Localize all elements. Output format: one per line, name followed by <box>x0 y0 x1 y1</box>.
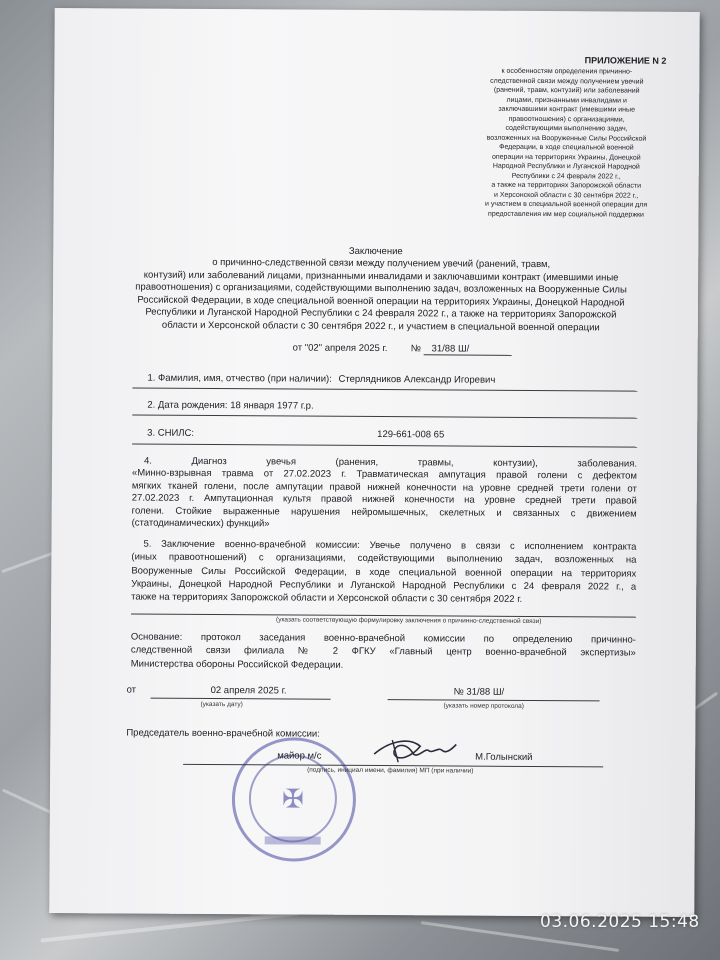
birth-field <box>147 400 313 412</box>
conclusion-title: Заключение <box>348 245 403 258</box>
name-underline <box>132 388 637 392</box>
appendix-line: к особенностям определения причинно- <box>501 67 633 76</box>
commission-line: (иных правоотношений) с организациями, содействующими выполнению задач, возложенных на <box>131 551 637 566</box>
conclusion-number: 31/88 Ш/ <box>424 343 512 356</box>
chairman-label: Председатель военно-врачебной комиссии: <box>126 727 320 740</box>
name-value: Стерлядников Александр Игоревич <box>338 373 496 386</box>
commission-caption: (указать соответствующую формулировку заключения о причинно-следственной связи) <box>276 616 542 626</box>
protocol-number-underline <box>388 699 600 701</box>
appendix-line: правоотношения) с организациями, <box>508 115 625 124</box>
basis-section <box>131 631 636 674</box>
appendix-line: Федерации, в ходе специальной военной <box>499 143 634 152</box>
signature-caption: (подпись, инициал имени, фамилия) МП (при наличии) <box>307 766 474 775</box>
conclusion-date: от "02" апреля 2025 г. <box>292 342 388 355</box>
diagnosis-line: мягких тканей голени, после ампутации правой нижней конечности на уровне средней трети голени от <box>131 480 637 495</box>
document-page <box>49 8 700 917</box>
appendix-line: возложенных на Вооруженные Силы Российской <box>486 134 647 143</box>
appendix-line: а также на территориях Запорожской области <box>491 181 642 190</box>
appendix-description <box>458 67 674 220</box>
seal-text-bar <box>265 836 321 844</box>
appendix-line: операции на территориях Украины, Донецкой <box>491 153 641 162</box>
conclusion-date-line <box>293 342 512 355</box>
snils-underline <box>132 444 637 448</box>
protocol-number: № 31/88 Ш/ <box>453 686 505 698</box>
name-label: 1. Фамилия, имя, отчество (при наличии): <box>147 372 332 385</box>
appendix-line: следственной связи между получением увечий <box>490 77 644 86</box>
commission-line: Украины, Донецкой Народной Республики и Луганской Народной Республики с 24 февраля 2022 г., а <box>131 578 637 593</box>
diagnosis-lead: 4. Диагноз увечья (ранения, травмы, контузии), заболевания. <box>143 455 638 470</box>
basis-line: следственной связи филиала № 2 ФГКУ «Главный центр военно-врачебной экспертизы» <box>130 644 636 659</box>
birth-label: 2. Дата рождения: <box>147 399 228 412</box>
commission-line: также на территориях Запорожской области и Херсонской области с 30 сентября 2022 г. <box>131 591 523 606</box>
protocol-date-caption: (указать дату) <box>200 700 243 709</box>
subtitle-line: контузий) или заболеваний лицами, признанными инвалидами и заключавшими контракт (имевшими иные <box>143 269 619 283</box>
subtitle-line: о причинно-следственной связи между получением увечий (ранений, травм, <box>212 257 551 271</box>
commission-line: 5. Заключение военно-врачебной комиссии: Увечье получено в связи с исполнением контракта <box>143 538 637 553</box>
snils-field <box>147 428 627 442</box>
appendix-line: и участием в специальной военной операции для <box>484 200 648 209</box>
appendix-header <box>458 55 674 220</box>
appendix-title: ПРИЛОЖЕНИЕ N 2 <box>584 55 667 66</box>
appendix-line: предоставления им мер социальной поддержки <box>488 210 645 219</box>
appendix-line: заключавшими контракт (имевшими иные <box>498 105 635 114</box>
subtitle-line: области и Херсонской области с 30 сентября 2022 г., и участием в специальной военной операции <box>161 319 600 333</box>
chairman-rank: майор м/с <box>277 750 322 762</box>
diagnosis-section <box>132 456 637 534</box>
appendix-line: и Херсонской области с 30 сентября 2022 г., <box>493 191 639 200</box>
subtitle-line: Республики и Луганской Народной Республики с 24 февраля 2022 г., а также на территориях Запорожской <box>145 306 617 321</box>
eagle-emblem-icon: ✠ <box>281 783 304 814</box>
snils-label: 3. СНИЛС: <box>147 427 195 439</box>
conclusion-number-prefix: № <box>410 343 421 355</box>
name-field <box>147 373 495 386</box>
birth-value: 18 января 1977 г.р. <box>230 400 314 412</box>
basis-line: Министерства обороны Российской Федерации. <box>130 658 344 671</box>
diagnosis-line: (статодинамических) функций» <box>131 517 270 530</box>
subtitle-line: Российской Федерации, в ходе специальной военной операции на территориях Украины, Донецкой Народной <box>137 294 625 309</box>
protocol-from-label: от <box>126 684 137 696</box>
diagnosis-line: голени. Стойкие выраженные нарушения нейромышечных, скелетных и связанных с движением <box>131 505 637 520</box>
commission-section <box>131 538 636 608</box>
snils-value: 129-661-008 65 <box>377 429 445 441</box>
subtitle-line: правоотношения) с организациями, содействующими выполнению задач, возложенных на Вооруженные Силы <box>135 281 627 296</box>
appendix-line: Народной Республики и Луганской Народной <box>492 162 640 171</box>
basis-line: Основание: протокол заседания военно-врачебной комиссии по определению причинно- <box>130 631 636 646</box>
diagnosis-line: «Минно-взрывная травма от 27.02.2023 г. Травматическая ампутация правой голени с дефектом <box>131 467 637 483</box>
diagnosis-line: 27.02.2023 г. Ампутационная культя правой нижней конечности на уровне средней трети правой <box>131 492 637 507</box>
appendix-line: лицами, признанными инвалидами и <box>506 96 627 105</box>
protocol-number-caption: (указать номер протокола) <box>443 702 524 710</box>
photo-timestamp: 03.06.2025 15:48 <box>540 912 700 932</box>
birth-underline <box>132 415 637 419</box>
protocol-date: 02 апреля 2025 г. <box>210 685 287 697</box>
appendix-line: Республики с 24 февраля 2022 г., <box>511 172 621 180</box>
commission-line: Вооруженные Силы Российской Федерации, в ходе специальной военной операции на территориях <box>131 565 637 580</box>
protocol-date-underline <box>151 698 331 700</box>
conclusion-subtitle <box>131 257 631 335</box>
appendix-line: содействующими выполнению задач, <box>505 124 628 133</box>
chairman-name: М.Голынский <box>475 751 533 763</box>
appendix-line: (ранений, травм, контузий) или заболеваний <box>493 86 640 95</box>
